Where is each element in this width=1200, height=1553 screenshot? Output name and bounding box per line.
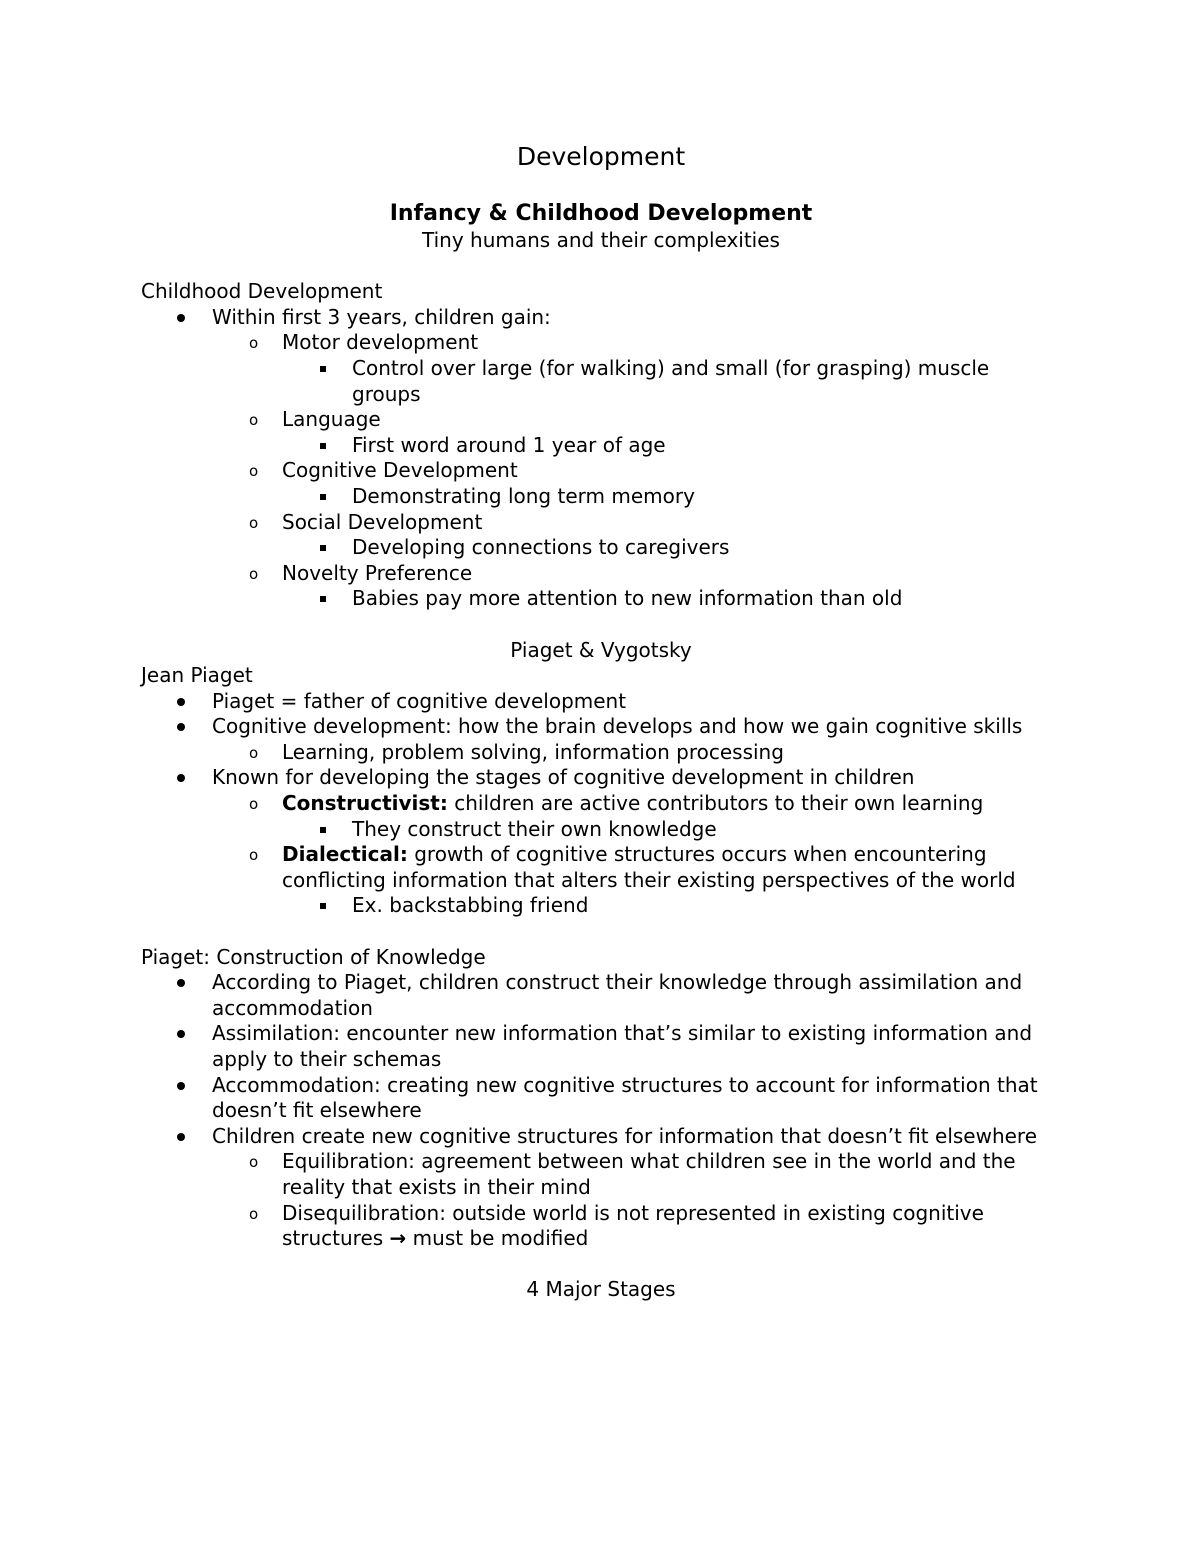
circle-bullet-icon: o [249,1153,259,1172]
square-bullet-icon [320,443,326,449]
list-item: Known for developing the stages of cognitive development in children [141,765,1061,791]
section-heading-piaget-vygotsky: Piaget & Vygotsky [510,637,692,662]
square-bullet-icon [320,903,326,909]
spacer [141,254,1061,280]
list-item: Ex. backstabbing friend [141,893,1061,919]
bullet-icon [177,314,185,322]
square-bullet-icon [320,545,326,551]
list-item: o Learning, problem solving, information processing [141,740,1061,766]
list-item: They construct their own knowledge [141,817,1061,843]
list-item: Children create new cognitive structures for information that doesn’t fit elsewhere [141,1124,1061,1150]
square-bullet-icon [320,494,326,500]
list-item: o Constructivist: children are active contributors to their own learning [141,791,1061,817]
bullet-icon [177,1082,185,1090]
circle-bullet-icon: o [249,743,259,762]
document-page [141,140,1061,1303]
circle-bullet-icon: o [249,462,259,481]
list-item: o Cognitive Development [141,458,1061,484]
circle-bullet-icon: o [249,846,259,865]
list-item: o Novelty Preference [141,561,1061,587]
list-item: o Language [141,407,1061,433]
spacer [141,612,1061,638]
arrow-right-icon: → [389,1226,407,1251]
list-item: Demonstrating long term memory [141,484,1061,510]
list-item: o Disequilibration: outside world is not represented in existing cognitive structures → must be modified [249,1200,984,1251]
bullet-icon [177,774,185,782]
document-subtitle: Infancy & Childhood Development [389,201,813,226]
list-item: o Equilibration: agreement between what children see in the world and the reality that exists in their mind [249,1149,1016,1199]
section-heading-childhood-development: Childhood Development [141,279,383,304]
circle-bullet-icon: o [249,411,259,430]
list-item: According to Piaget, children construct their knowledge through assimilation and accommodation [141,970,1061,1021]
circle-bullet-icon: o [249,795,259,814]
section-heading-4-major-stages: 4 Major Stages [526,1277,676,1302]
list-item: First word around 1 year of age [141,433,1061,459]
bullet-icon [177,1030,185,1038]
spacer [141,1252,1061,1278]
square-bullet-icon [320,366,326,372]
section-heading-construction-of-knowledge: Piaget: Construction of Knowledge [141,944,486,969]
circle-bullet-icon: o [249,334,259,353]
circle-bullet-icon: o [249,1204,259,1223]
list-item: o Social Development [141,510,1061,536]
bullet-icon [177,979,185,987]
list-item: Assimilation: encounter new information that’s similar to existing information and apply to their schemas [141,1021,1061,1072]
bullet-icon [177,723,185,731]
list-item: Babies pay more attention to new information than old [141,586,1061,612]
list-item: Developing connections to caregivers [141,535,1061,561]
square-bullet-icon [320,596,326,602]
document-tagline: Tiny humans and their complexities [422,228,780,252]
spacer [141,919,1061,945]
list-item: Cognitive development: how the brain develops and how we gain cognitive skills [141,714,1061,740]
document-title: Development [516,142,686,171]
list-item: Within first 3 years, children gain: [141,305,1061,331]
circle-bullet-icon: o [249,564,259,583]
list-item: Piaget = father of cognitive development [141,689,1061,715]
list-item: Accommodation: creating new cognitive structures to account for information that doesn’t fit elsewhere [141,1073,1061,1124]
list-item: o Motor development [141,330,1061,356]
bullet-icon [177,698,185,706]
circle-bullet-icon: o [249,513,259,532]
term-constructivist: Constructivist: [282,791,448,816]
square-bullet-icon [320,827,326,833]
term-dialectical: Dialectical: [282,842,408,867]
bullet-icon [177,1133,185,1141]
list-item: Control over large (for walking) and small (for grasping) muscle groups [141,356,1061,407]
section-heading-jean-piaget: Jean Piaget [141,663,253,688]
list-item: o Dialectical: growth of cognitive structures occurs when encountering conflicting information that alters their existing perspectives of the world [249,842,1016,892]
